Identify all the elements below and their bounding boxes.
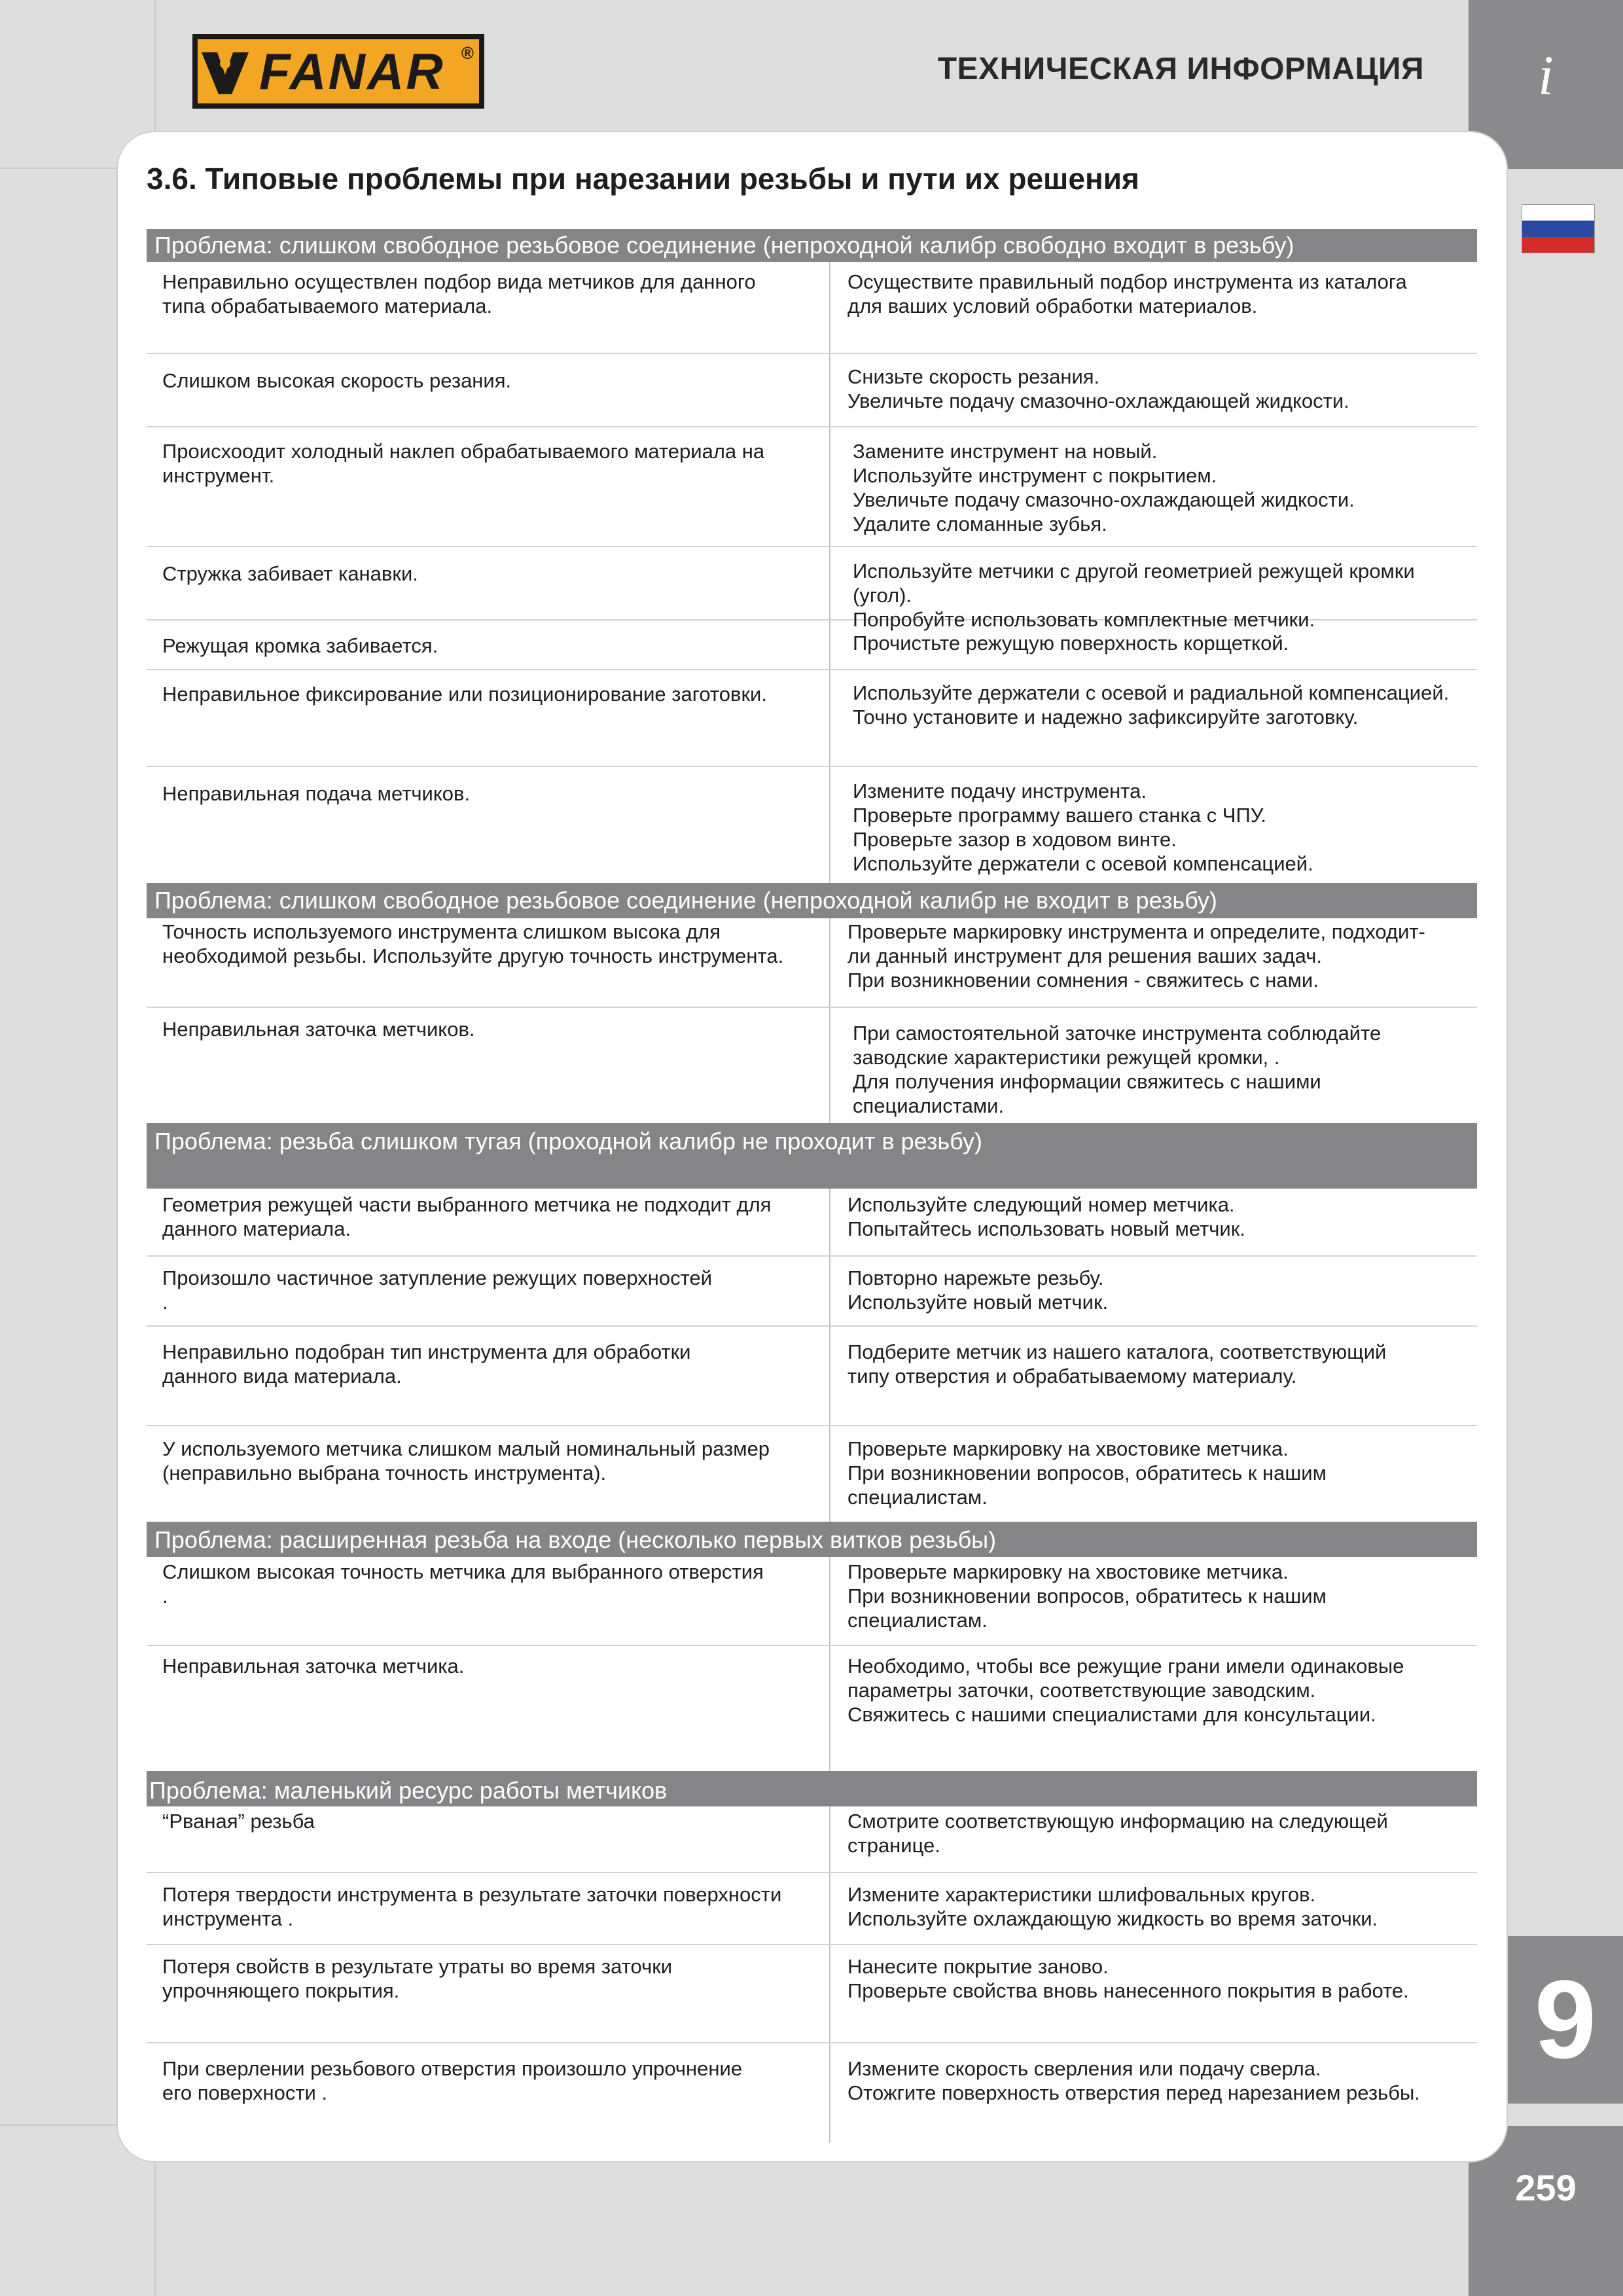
table-row [147, 1557, 1477, 1646]
table-row [147, 1945, 1477, 2043]
table-row [147, 262, 1477, 354]
table-row [147, 1008, 1477, 1123]
problem-cell: Произошло частичное затупление режущих поверхностей . [147, 1257, 830, 1325]
problem-cell: Режущая кромка забивается. [147, 620, 830, 669]
problem-cell: Точность используемого инструмента слишком высока для необходимой резьбы. Используйте другую точность инструмента. [147, 918, 830, 1007]
solution-cell: Повторно нарежьте резьбу. Используйте новый метчик. [847, 1266, 1109, 1314]
solution-cell: Используйте держатели с осевой и радиальной компенсацией. Точно установите и надежно зафиксируйте заготовку. [853, 681, 1450, 728]
solution-cell: Проверьте маркировку на хвостовике метчика. При возникновении вопросов, обратитесь к нашим специалистам. [847, 1437, 1327, 1509]
solution-cell: Проверьте маркировку инструмента и определите, подходит- ли данный инструмент для решения ваших задач. При возникновении сомнения - свяжитесь с нами. [847, 920, 1425, 992]
table-row [147, 670, 1477, 767]
solution-cell: Проверьте маркировку на хвостовике метчика. При возникновении вопросов, обратитесь к нашим специалистам. [847, 1560, 1327, 1632]
table-row [147, 1426, 1477, 1522]
solution-cell: Измените характеристики шлифовальных кругов. Используйте охлаждающую жидкость во время заточки. [847, 1883, 1378, 1930]
registered-mark: ® [461, 43, 474, 63]
table-row [147, 1257, 1477, 1327]
table-row [147, 767, 1477, 883]
logo-text: FANAR [259, 43, 445, 100]
solution-cell: Осуществите правильный подбор инструмента из каталога для ваших условий обработки материалов. [847, 270, 1407, 317]
problem-cell: Потеря свойств в результате утраты во время заточки упрочняющего покрытия. [147, 1945, 830, 2042]
table-row [147, 1806, 1477, 1873]
table-row [147, 427, 1477, 547]
table-row [147, 1646, 1477, 1771]
table-row [147, 1189, 1477, 1257]
solution-cell: Подберите метчик из нашего каталога, соответствующий типу отверстия и обрабатываемому материалу. [847, 1340, 1387, 1388]
table-row [147, 2043, 1477, 2143]
problem-cell: Стружка забивает канавки. [147, 547, 830, 619]
problem-cell: Геометрия режущей части выбранного метчика не подходит для данного материала. [147, 1189, 830, 1255]
problem-cell: Неправильное фиксирование или позиционирование заготовки. [147, 670, 830, 766]
problem-heading: Проблема: слишком свободное резьбовое соединение (непроходной калибр не входит в резьбу) [147, 883, 1477, 918]
logo-v-mark-icon [198, 39, 253, 103]
solution-cell: Снизьте скорость резания. Увеличьте подачу смазочно-охлаждающей жидкости. [847, 365, 1349, 412]
solution-cell: Используйте следующий номер метчика. Попытайтесь использовать новый метчик. [847, 1193, 1245, 1240]
solution-cell: При самостоятельной заточке инструмента соблюдайте заводские характеристики режущей кромки, . Для получения информации свяжитесь с нашими специалистами. [853, 1022, 1382, 1117]
table-row [147, 547, 1477, 631]
section-header: ТЕХНИЧЕСКАЯ ИНФОРМАЦИЯ [937, 52, 1424, 86]
russian-flag-icon [1522, 204, 1595, 253]
table-row [147, 918, 1477, 1008]
problem-heading: Проблема: маленький ресурс работы метчиков [147, 1771, 1477, 1806]
problem-heading: Проблема: резьба слишком тугая (проходной калибр не проходит в резьбу) [147, 1123, 1477, 1189]
problem-cell: Происхоодит холодный наклеп обрабатываемого материала на инструмент. [147, 427, 830, 546]
page-number: 259 [1515, 2167, 1577, 2208]
problem-cell: Неправильная заточка метчиков. [147, 1008, 830, 1123]
problem-cell: Неправильно осуществлен подбор вида метчиков для данного типа обрабатываемого материала. [147, 262, 830, 353]
problem-cell: При сверлении резьбового отверстия произошло упрочнение его поверхности . [147, 2043, 830, 2143]
table-row [147, 354, 1477, 427]
info-icon: i [1538, 44, 1554, 107]
problem-cell: У используемого метчика слишком малый номинальный размер (неправильно выбрана точность инструмента). [147, 1426, 830, 1522]
solution-cell: Прочистьте режущую поверхность корщеткой. [853, 632, 1289, 655]
problem-heading: Проблема: слишком свободное резьбовое соединение (непроходной калибр свободно входит в резьбу) [147, 229, 1477, 262]
solution-cell: Измените подачу инструмента. Проверьте программу вашего станка с ЧПУ. Проверьте зазор в ходовом винте. Используйте держатели с осевой компенсацией. [853, 780, 1313, 875]
problem-cell: Слишком высокая скорость резания. [147, 354, 830, 426]
problem-cell: Неправильная заточка метчика. [147, 1646, 830, 1771]
problem-cell: Потеря твердости инструмента в результате заточки поверхности инструмента . [147, 1873, 830, 1944]
problem-cell: Неправильно подобран тип инструмента для обработки данного вида материала. [147, 1327, 830, 1425]
troubleshooting-table [147, 229, 1477, 2143]
problem-heading: Проблема: расширенная резьба на входе (несколько первых витков резьбы) [147, 1522, 1477, 1557]
solution-cell: Смотрите соответствующую информацию на следующей странице. [847, 1810, 1388, 1857]
table-row [147, 1873, 1477, 1945]
solution-cell: Необходимо, чтобы все режущие грани имели одинаковые параметры заточки, соответствующие заводским. Свяжитесь с нашими специалистами для консультации. [847, 1655, 1404, 1726]
solution-cell: Используйте метчики с другой геометрией режущей кромки (угол). Попробуйте использовать комплектные метчики. [853, 560, 1415, 631]
page-title: 3.6. Типовые проблемы при нарезании резьбы и пути их решения [147, 162, 1139, 196]
problem-cell: Слишком высокая точность метчика для выбранного отверстия . [147, 1557, 830, 1645]
problem-cell: “Рваная” резьба [147, 1806, 830, 1872]
chapter-number: 9 [1534, 1958, 1597, 2082]
table-row [147, 620, 1477, 670]
problem-cell: Неправильная подача метчиков. [147, 767, 830, 883]
table-row [147, 1327, 1477, 1426]
solution-cell: Замените инструмент на новый. Используйте инструмент с покрытием. Увеличьте подачу смазочно-охлаждающей жидкости. Удалите сломанные зубья. [853, 440, 1355, 535]
solution-cell: Нанесите покрытие заново. Проверьте свойства вновь нанесенного покрытия в работе. [847, 1955, 1409, 2002]
solution-cell: Измените скорость сверления или подачу сверла. Отожгите поверхность отверстия перед нарезанием резьбы. [847, 2057, 1420, 2104]
fanar-logo [192, 34, 484, 109]
